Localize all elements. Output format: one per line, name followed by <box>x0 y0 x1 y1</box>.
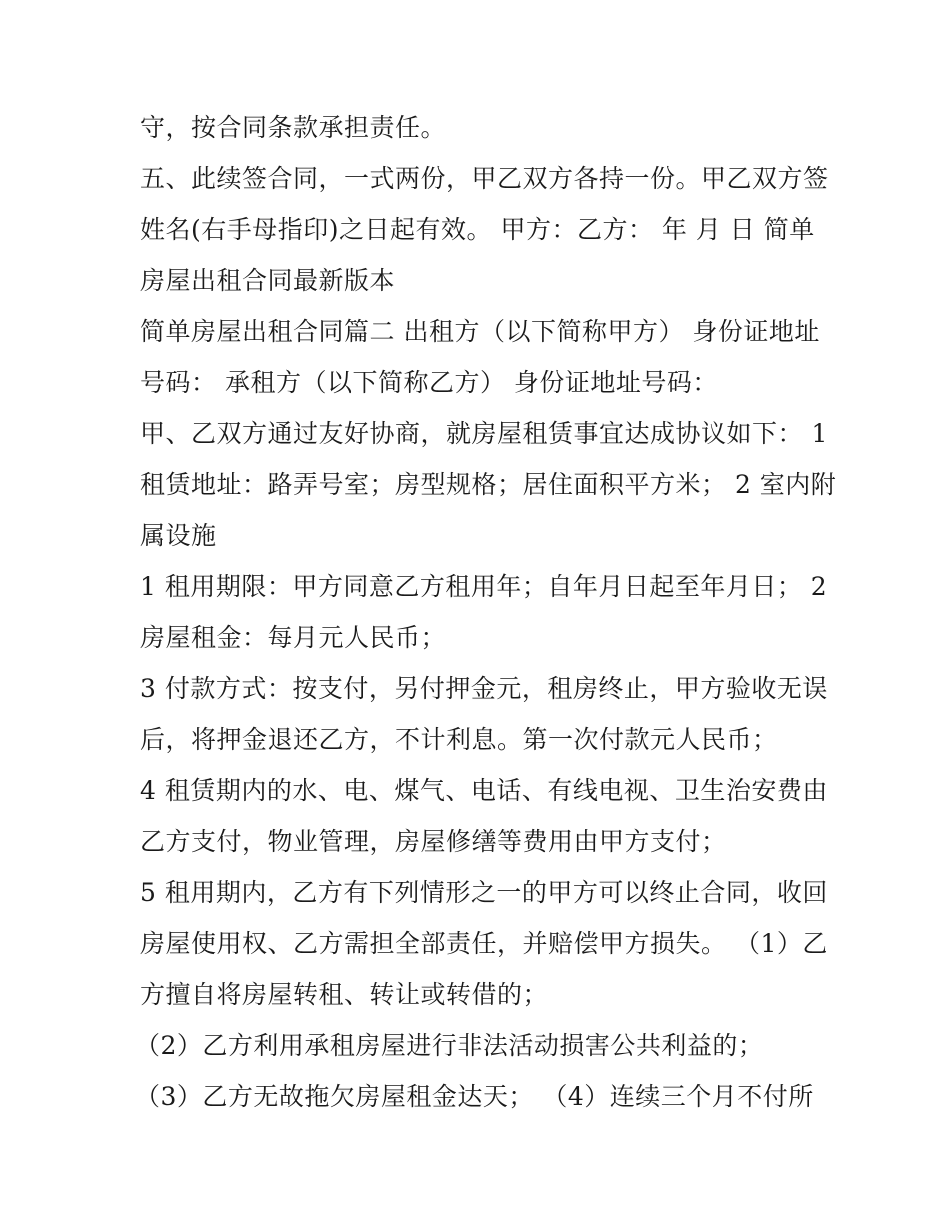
text-line: 五、此续签合同，一式两份，甲乙双方各持一份。甲乙双方签 <box>140 164 829 193</box>
text-line: 房屋出租合同最新版本 <box>140 266 396 295</box>
text-line: 房屋使用权、乙方需担全部责任，并赔偿甲方损失。 （1）乙 <box>140 929 828 958</box>
text-line: 属设施 <box>140 521 217 550</box>
text-line: 后，将押金退还乙方，不计利息。第一次付款元人民币； <box>140 725 778 754</box>
text-line: （2）乙方利用承租房屋进行非法活动损害公共利益的； <box>135 1031 764 1060</box>
text-line: 1 租用期限：甲方同意乙方租用年；自年月日起至年月日； 2 <box>140 572 828 601</box>
text-line: 租赁地址：路弄号室；房型规格；居住面积平方米； 2 室内附 <box>140 470 837 499</box>
text-line: 甲、乙双方通过友好协商，就房屋租赁事宜达成协议如下： 1 <box>140 419 828 448</box>
text-line: 3 付款方式：按支付，另付押金元，租房终止，甲方验收无误 <box>140 674 828 703</box>
text-line: 姓名(右手母指印)之日起有效。 甲方：乙方： 年 月 日 简单 <box>140 215 815 244</box>
text-line: 房屋租金：每月元人民币； <box>140 623 447 652</box>
text-line: 5 租用期内，乙方有下列情形之一的甲方可以终止合同，收回 <box>140 878 828 907</box>
text-line: 守，按合同条款承担责任。 <box>140 113 447 142</box>
text-line: 4 租赁期内的水、电、煤气、电话、有线电视、卫生治安费由 <box>140 776 828 805</box>
text-line: 号码： 承租方（以下简称乙方） 身份证地址号码： <box>140 368 718 397</box>
text-line: 简单房屋出租合同篇二 出租方（以下简称甲方） 身份证地址 <box>140 317 820 346</box>
text-line: 乙方支付，物业管理，房屋修缮等费用由甲方支付； <box>140 827 727 856</box>
text-line: （3）乙方无故拖欠房屋租金达天； （4）连续三个月不付所 <box>135 1082 814 1111</box>
text-line: 方擅自将房屋转租、转让或转借的； <box>140 980 549 1009</box>
